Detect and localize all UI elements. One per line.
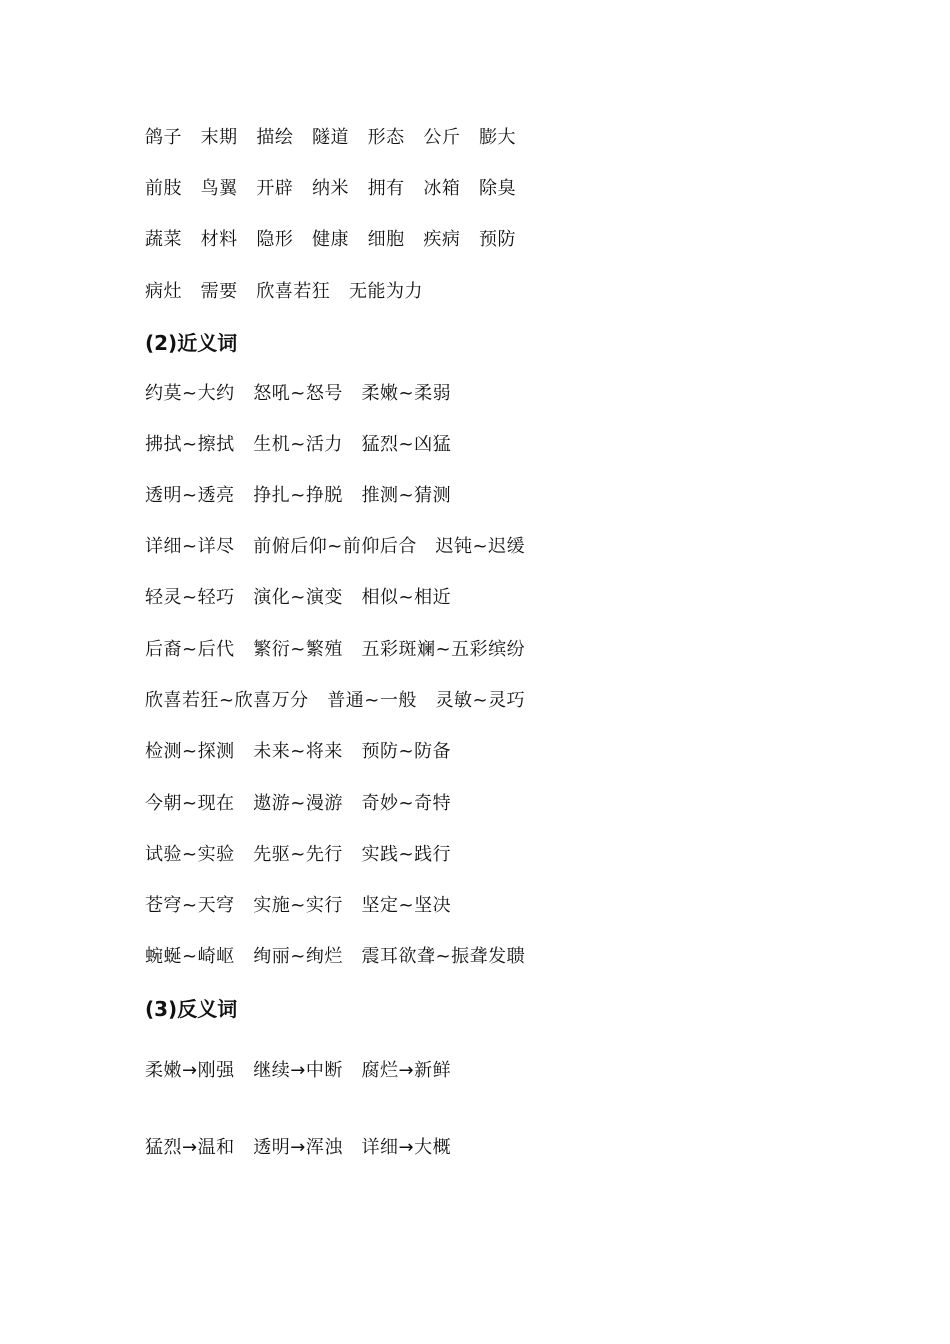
synonym-line: 后裔~后代 繁衍~繁殖 五彩斑斓~五彩缤纷 [145, 639, 526, 660]
synonym-line: 约莫~大约 怒吼~怒号 柔嫩~柔弱 [145, 383, 452, 404]
synonym-line: 拂拭~擦拭 生机~活力 猛烈~凶猛 [145, 434, 452, 455]
synonym-line: 苍穹~天穹 实施~实行 坚定~坚决 [145, 895, 452, 916]
synonym-line: 轻灵~轻巧 演化~演变 相似~相近 [145, 587, 452, 608]
synonym-line: 试验~实验 先驱~先行 实践~践行 [145, 844, 452, 865]
antonym-line: 猛烈→温和 透明→浑浊 详细→大概 [145, 1137, 452, 1158]
vocab-line: 前肢 鸟翼 开辟 纳米 拥有 冰箱 除臭 [145, 178, 516, 199]
vocab-line: 蔬菜 材料 隐形 健康 细胞 疾病 预防 [145, 229, 516, 250]
antonyms-heading: (3)反义词 [145, 997, 238, 1021]
synonym-line: 检测~探测 未来~将来 预防~防备 [145, 741, 452, 762]
synonym-line: 蜿蜒~崎岖 绚丽~绚烂 震耳欲聋~振聋发聩 [145, 946, 526, 967]
synonyms-heading: (2)近义词 [145, 331, 238, 355]
synonym-line: 今朝~现在 遨游~漫游 奇妙~奇特 [145, 793, 452, 814]
vocab-line: 鸽子 末期 描绘 隧道 形态 公斤 膨大 [145, 127, 516, 148]
synonym-line: 详细~详尽 前俯后仰~前仰后合 迟钝~迟缓 [145, 536, 526, 557]
vocab-line: 病灶 需要 欣喜若狂 无能为力 [145, 281, 423, 302]
synonym-line: 透明~透亮 挣扎~挣脱 推测~猜测 [145, 485, 452, 506]
synonym-line: 欣喜若狂~欣喜万分 普通~一般 灵敏~灵巧 [145, 690, 526, 711]
antonym-line: 柔嫩→刚强 继续→中断 腐烂→新鲜 [145, 1060, 452, 1081]
